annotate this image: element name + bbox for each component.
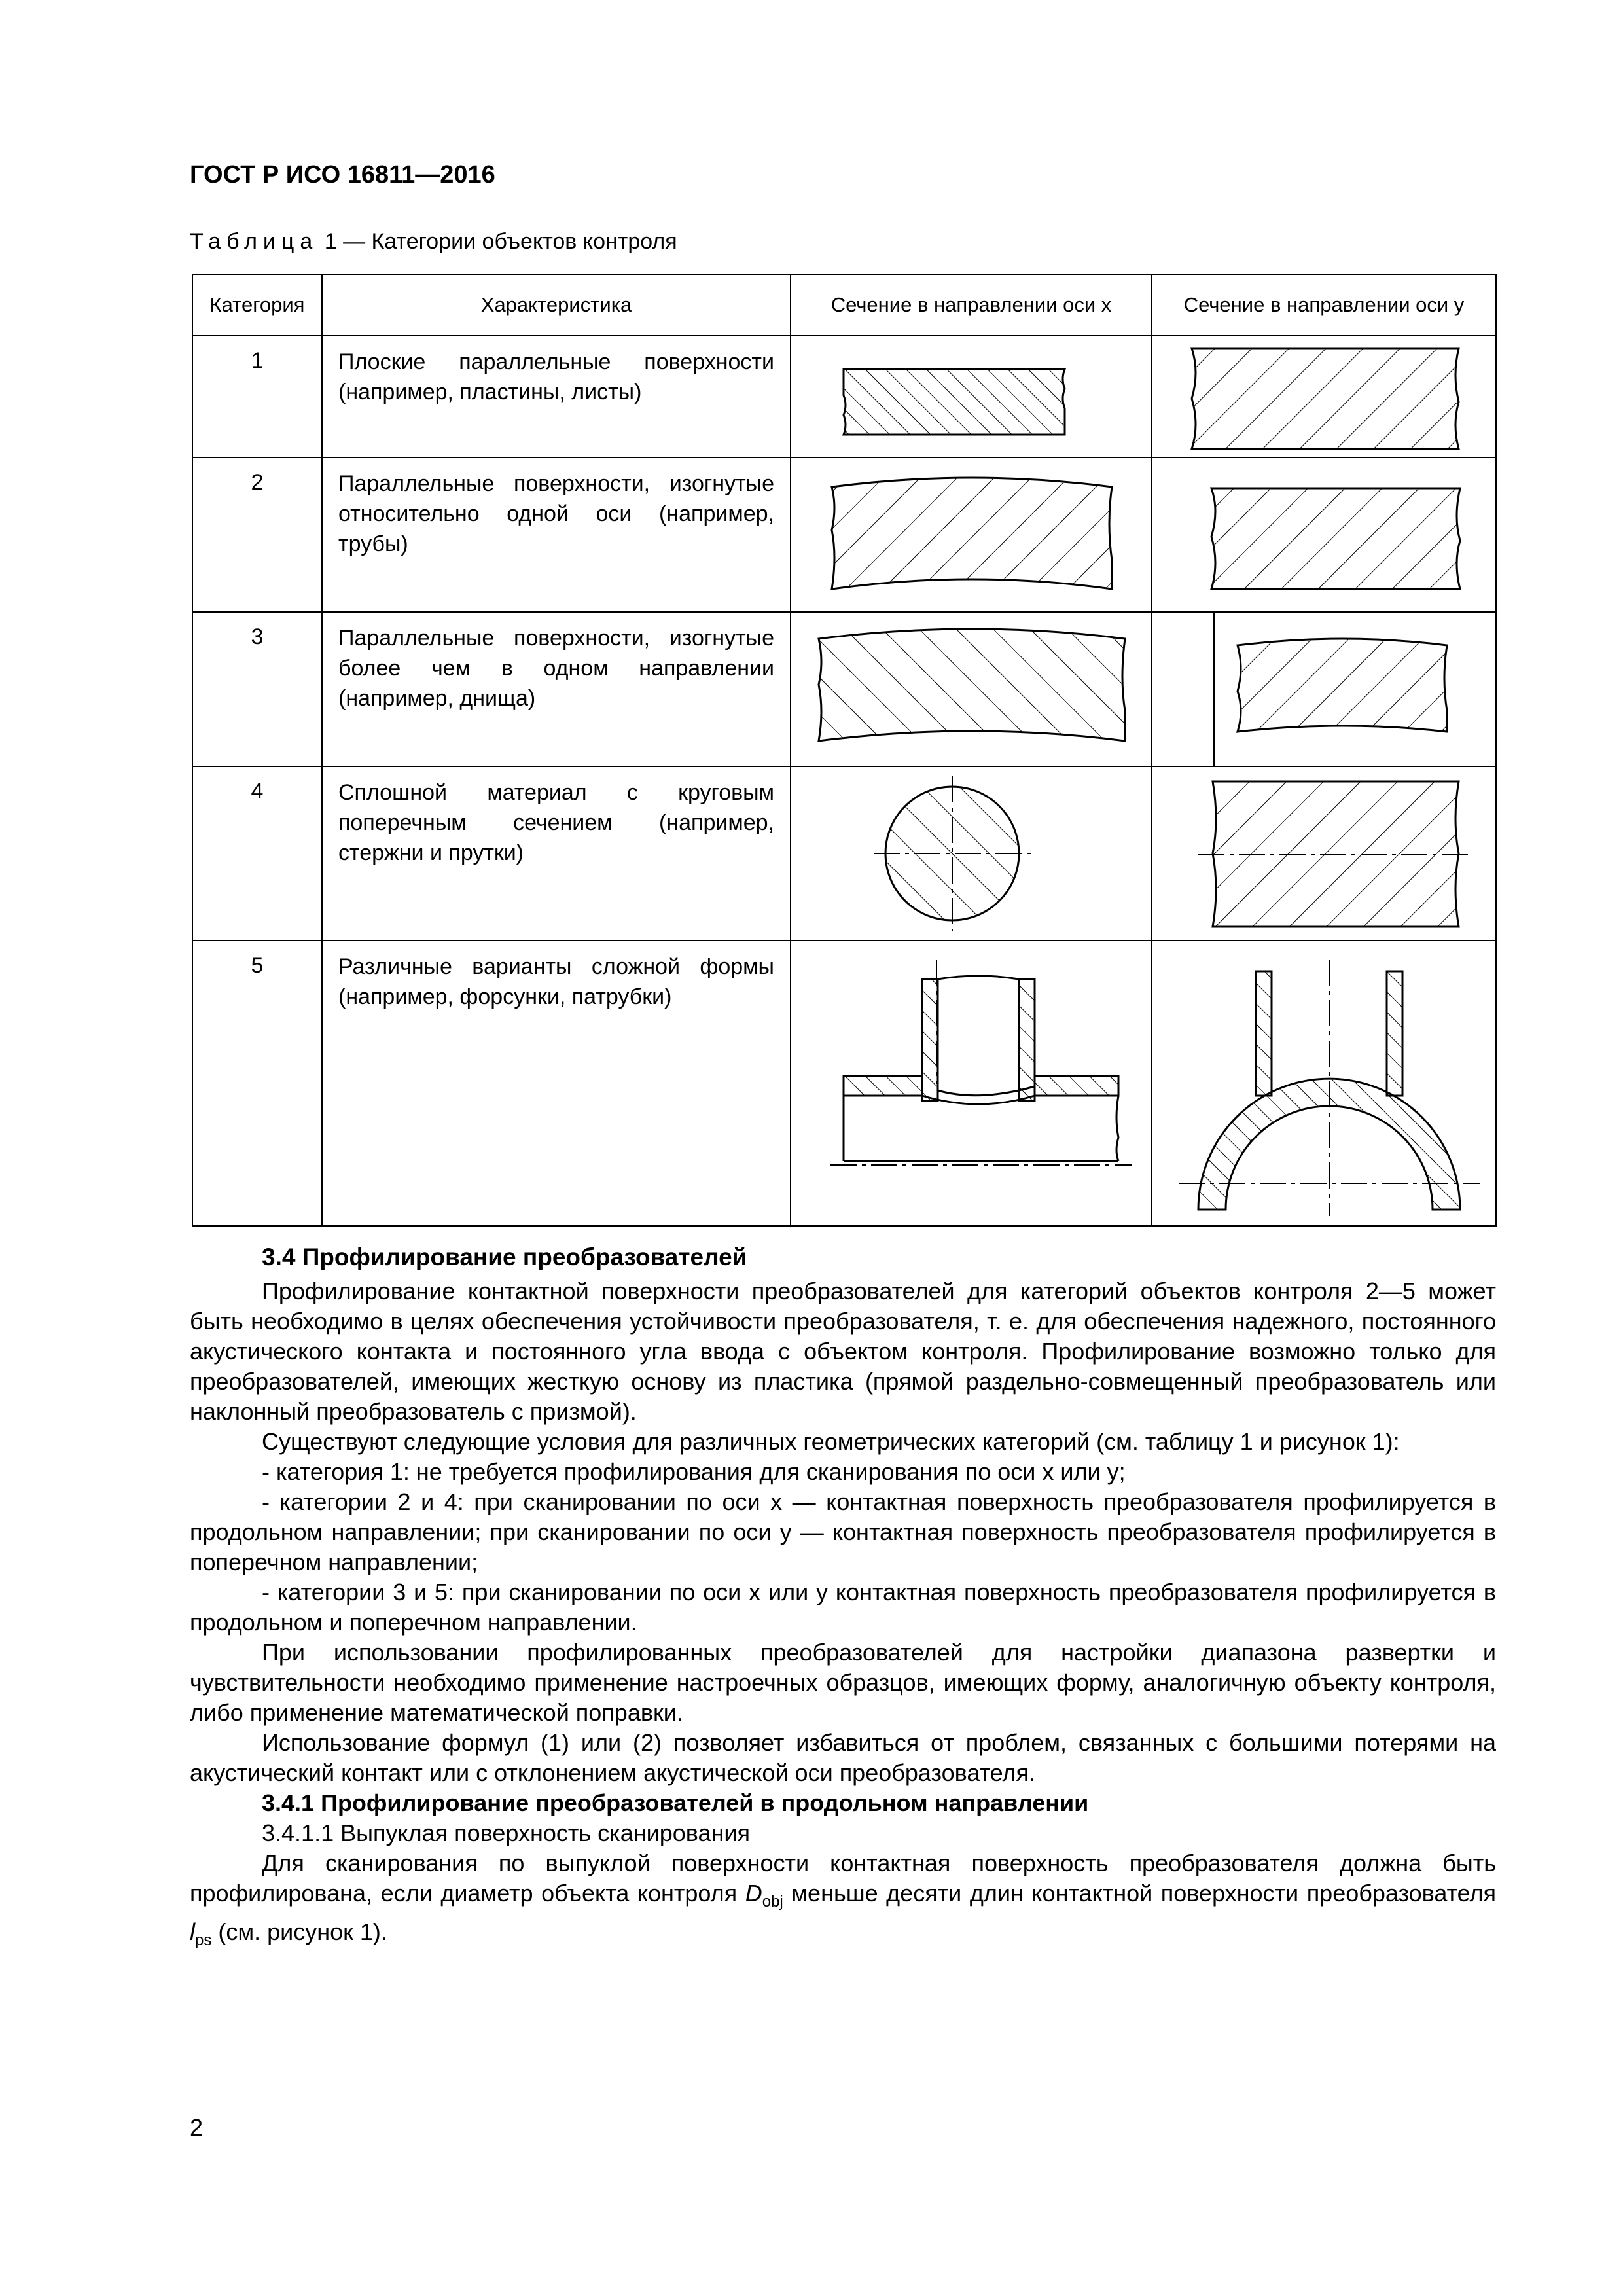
nozzle-y-drawing: [1152, 941, 1497, 1225]
nozzle-x-drawing: [791, 941, 1152, 1225]
section-y-figure: [1152, 766, 1496, 941]
section-y-figure: [1152, 612, 1496, 766]
subsubsection-heading: 3.4.1.1 Выпуклая поверхность сканирования: [262, 1820, 750, 1846]
category-number: 2: [192, 457, 322, 612]
table-row: [192, 766, 1496, 941]
flat-plate-y-drawing: [1152, 336, 1497, 457]
column-header-characteristic: Характеристика: [322, 274, 791, 336]
symbol-d: D: [745, 1880, 762, 1907]
head-x-drawing: [791, 613, 1152, 766]
flat-plate-x-drawing: [791, 336, 1152, 457]
subsection-heading: 3.4.1 Профилирование преобразователей в продольном направлении: [262, 1789, 1089, 1816]
page-number: 2: [190, 2114, 204, 2141]
section-x-figure: [791, 941, 1152, 1226]
category-description: Сплошной материал с круговым поперечным сечением (например, стержни и прутки): [322, 766, 791, 941]
column-header-section-y: Сечение в направлении оси y: [1152, 274, 1496, 336]
section-heading: 3.4 Профилирование преобразователей: [262, 1244, 747, 1270]
categories-table: [192, 274, 1497, 1227]
paragraph: Использование формул (1) или (2) позволяет избавиться от проблем, связанных с большими потерями на акустический контакт или с отклонением акустической оси преобразователя.: [190, 1729, 1496, 1786]
category-description: Плоские параллельные поверхности (например, пластины, листы): [322, 336, 791, 457]
category-description: Различные варианты сложной формы (например, форсунки, патрубки): [322, 941, 791, 1226]
document-header: ГОСТ Р ИСО 16811—2016: [190, 161, 495, 188]
section-y-figure: [1152, 457, 1496, 612]
category-number: 5: [192, 941, 322, 1226]
paragraph-text: меньше десяти длин контактной поверхности преобразователя: [783, 1880, 1496, 1907]
head-y-drawing: [1152, 613, 1497, 766]
category-number: 3: [192, 612, 322, 766]
pipe-x-drawing: [791, 458, 1152, 611]
symbol-l: l: [190, 1918, 195, 1946]
table-caption-word: Таблица: [190, 229, 319, 254]
table-header-row: [192, 274, 1496, 336]
section-x-figure: [791, 457, 1152, 612]
category-number: 1: [192, 336, 322, 457]
category-number: 4: [192, 766, 322, 941]
bar-x-drawing: [791, 767, 1152, 940]
paragraph-text: (см. рисунок 1).: [211, 1918, 387, 1946]
symbol-d-subscript: obj: [762, 1893, 783, 1911]
section-y-figure: [1152, 336, 1496, 457]
table-caption-text: 1 — Категории объектов контроля: [318, 229, 677, 254]
section-y-figure: [1152, 941, 1496, 1226]
section-body: [190, 1242, 1496, 1956]
paragraph: [190, 1848, 1496, 1956]
paragraph: При использовании профилированных преобразователей для настройки диапазона развертки и чувствительности необходимо применение настроечных образцов, имеющих форму, аналогичную объекту контроля, либо применение математической поправки.: [190, 1639, 1496, 1726]
pipe-y-drawing: [1152, 458, 1497, 611]
table-row: [192, 612, 1496, 766]
table-caption: [190, 229, 677, 255]
paragraph: Профилирование контактной поверхности преобразователей для категорий объектов контроля 2—5 может быть необходимо в целях обеспечения устойчивости преобразователя, т. е. для обеспечения надежного, постоянного акустического контакта и постоянного угла ввода с объектом контроля. Профилирование возможно только для преобразователей, имеющих жесткую основу из пластика (прямой раздельно-совмещенный преобразователь или наклонный преобразователь с призмой).: [190, 1278, 1496, 1425]
section-x-figure: [791, 612, 1152, 766]
list-item: - категории 2 и 4: при сканировании по оси x — контактная поверхность преобразователя профилируется в продольном направлении; при сканировании по оси y — контактная поверхность преобразователя профилируется в поперечном направлении;: [190, 1488, 1496, 1575]
table-row: [192, 336, 1496, 457]
bar-y-drawing: [1152, 767, 1497, 940]
category-description: Параллельные поверхности, изогнутые относительно одной оси (например, трубы): [322, 457, 791, 612]
list-item: - категории 3 и 5: при сканировании по оси x или y контактная поверхность преобразователя профилируется в продольном и поперечном направлении.: [190, 1579, 1496, 1636]
section-x-figure: [791, 766, 1152, 941]
symbol-l-subscript: ps: [195, 1931, 212, 1950]
list-item: - категория 1: не требуется профилирования для сканирования по оси x или y;: [262, 1458, 1126, 1485]
column-header-section-x: Сечение в направлении оси x: [791, 274, 1152, 336]
table-row: [192, 457, 1496, 612]
table-row: [192, 941, 1496, 1226]
section-x-figure: [791, 336, 1152, 457]
category-description: Параллельные поверхности, изогнутые более чем в одном направлении (например, днища): [322, 612, 791, 766]
column-header-category: Категория: [192, 274, 322, 336]
paragraph: Существуют следующие условия для различных геометрических категорий (см. таблицу 1 и рисунок 1):: [262, 1428, 1400, 1455]
paragraph-text: Для сканирования по выпуклой поверхности контактная поверхность преобразователя должна быть профилирована, если диаметр объекта контроля: [190, 1850, 1496, 1907]
